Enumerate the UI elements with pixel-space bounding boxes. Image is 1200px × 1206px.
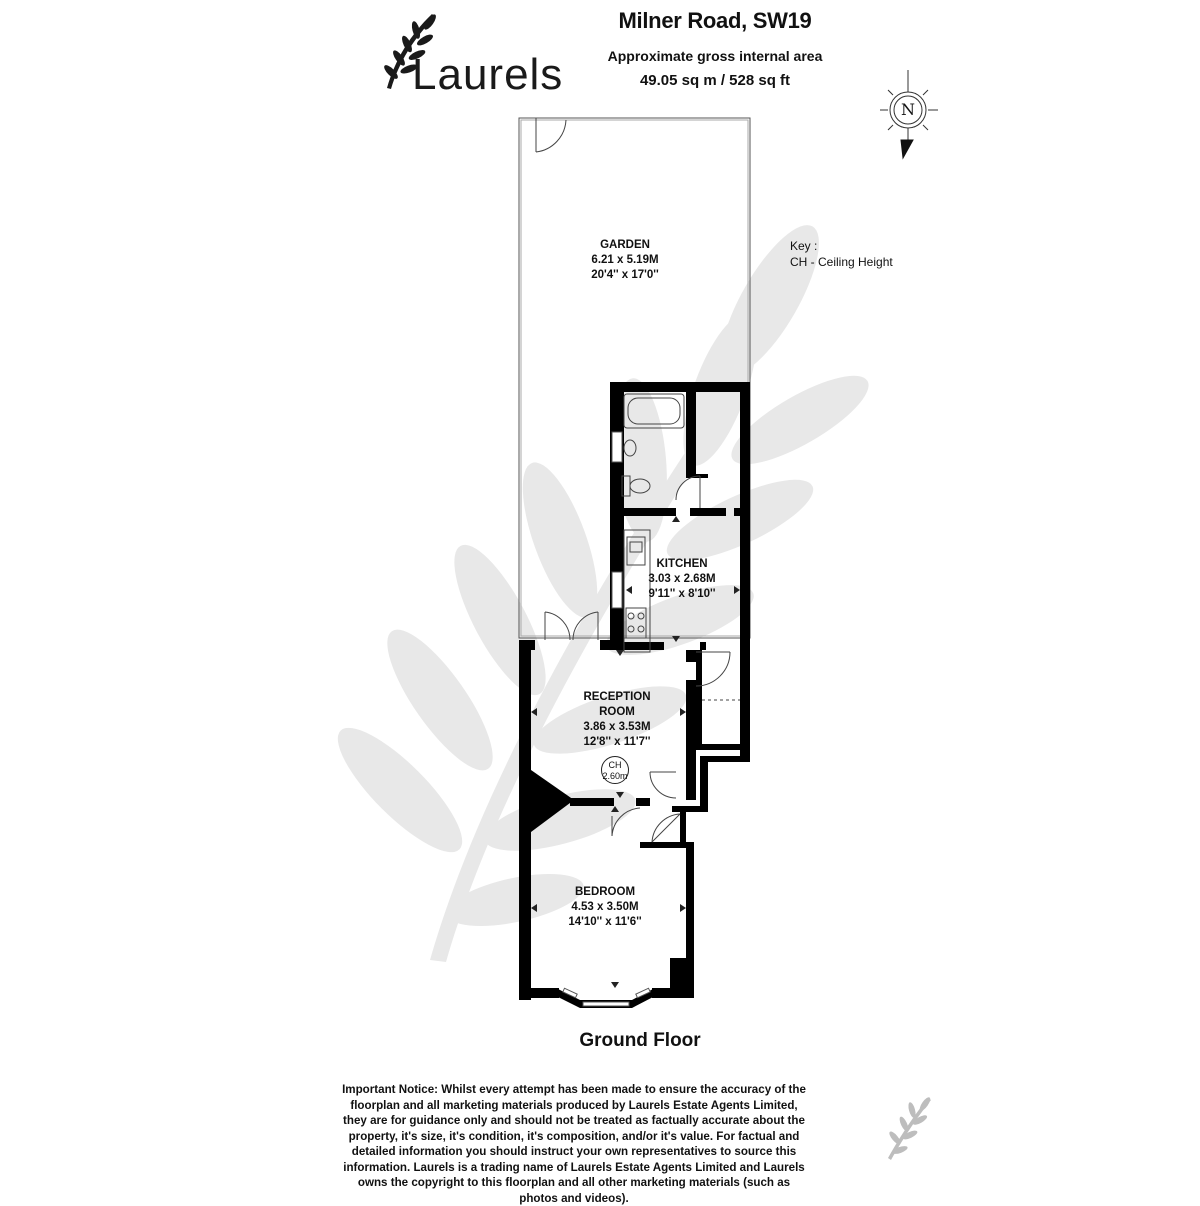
reception-label [552,690,682,750]
room-metric: 3.03 x 2.68M [648,573,716,585]
floor-label: Ground Floor [579,1030,701,1051]
garden-label [560,238,690,283]
ceiling-height-code: CH [608,760,622,770]
important-notice: Important Notice: Whilst every attempt has been made to ensure the accuracy of the floorplan and all marketing materials produced by Laurels Estate Agents Limited, they are for guidance only and should not be treated as factually accurate about the property, it's size, it's condition, it's composition, and/or it's value. For factual and detailed information you should instruct your own representatives to source this information. Laurels is a trading name of Laurels Estate Agents Limited and Laurels owns the copyright to this floorplan and all other marketing materials (such as photos and videos). [342,1083,806,1205]
area-subtitle: Approximate gross internal area [607,48,823,64]
room-name: RECEPTION [583,691,651,703]
room-name: KITCHEN [656,558,708,570]
plan-key [790,238,893,270]
bedroom-label [540,885,670,930]
laurel-watermark [322,212,879,962]
ceiling-height-value: 2.60m [602,771,628,781]
room-metric: 6.21 x 5.19M [591,254,659,266]
key-entry: CH - Ceiling Height [790,255,893,269]
room-imperial: 9'11'' x 8'10'' [648,588,716,600]
room-metric: 4.53 x 3.50M [571,901,639,913]
room-name-2: ROOM [599,706,635,718]
room-metric: 3.86 x 3.53M [583,721,651,733]
room-imperial: 20'4'' x 17'0'' [591,269,659,281]
compass-north-label: N [901,100,915,119]
brand-name: Laurels [412,50,564,99]
room-name: GARDEN [600,239,650,251]
ceiling-height-badge [601,756,629,784]
gross-area: 49.05 sq m / 528 sq ft [639,72,791,89]
room-name: BEDROOM [574,886,636,898]
garden-gate [536,118,566,152]
key-heading: Key : [790,239,818,253]
room-imperial: 12'8'' x 11'7'' [583,736,651,748]
kitchen-label [618,557,746,602]
property-title: Milner Road, SW19 [618,8,812,33]
laurel-footer-icon [888,1096,932,1160]
room-imperial: 14'10'' x 11'6'' [568,916,642,928]
